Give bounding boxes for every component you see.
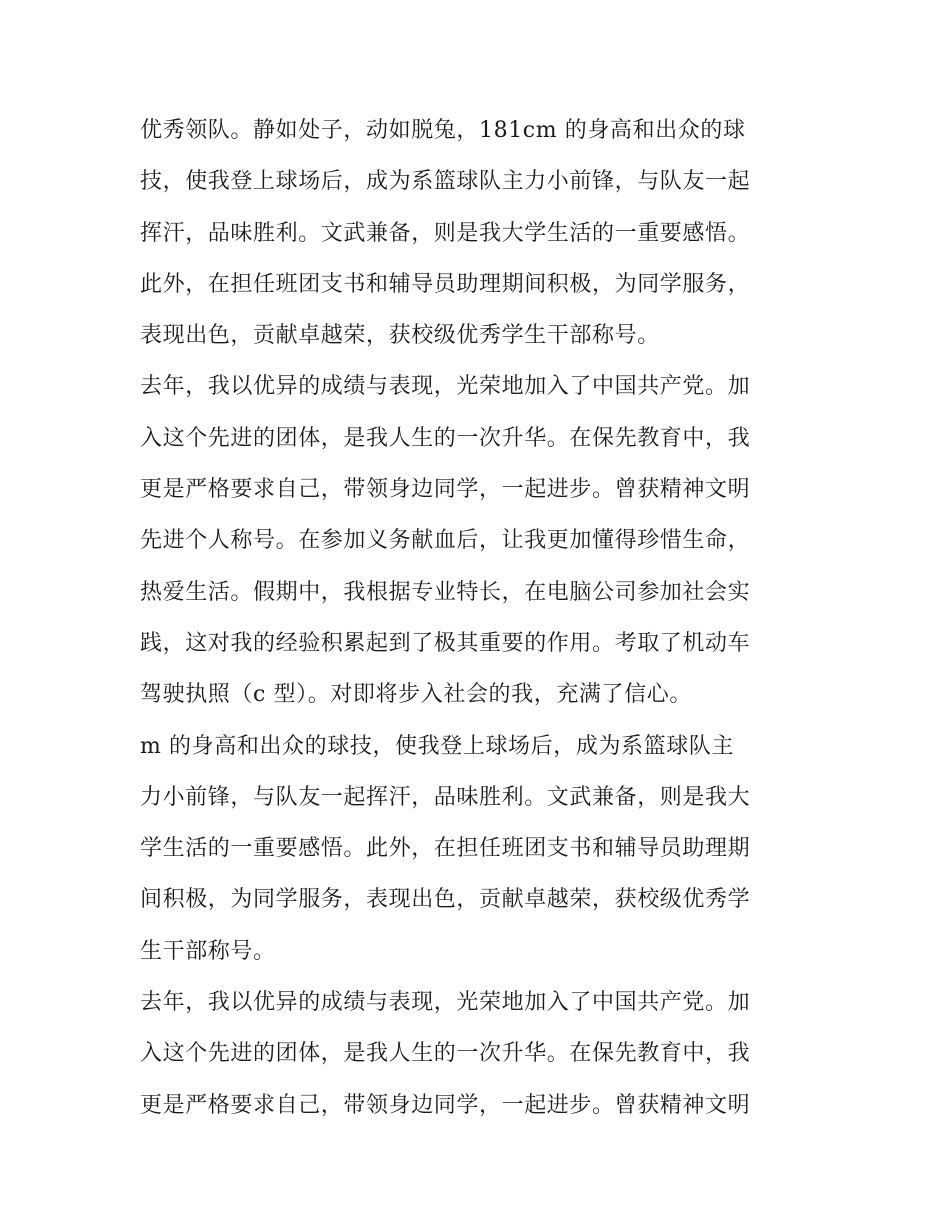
text-line: 先进个人称号。在参加义务献血后，让我更加懂得珍惜生命， bbox=[140, 528, 751, 554]
text-line: 热爱生活。假期中，我根据专业特长，在电脑公司参加社会实 bbox=[140, 579, 751, 605]
text-line: 践，这对我的经验积累起到了极其重要的作用。考取了机动车 bbox=[140, 630, 751, 656]
document-body bbox=[140, 105, 820, 1131]
text-line: 技，使我登上球场后，成为系篮球队主力小前锋，与队友一起 bbox=[140, 169, 751, 195]
text-line: 间积极，为同学服务，表现出色，贡献卓越荣，获校级优秀学 bbox=[140, 887, 751, 913]
text-line: 去年，我以优异的成绩与表现，光荣地加入了中国共产党。加 bbox=[140, 990, 751, 1016]
text-line: 力小前锋，与队友一起挥汗，品味胜利。文武兼备，则是我大 bbox=[140, 784, 751, 810]
text-line: 入这个先进的团体，是我人生的一次升华。在保先教育中，我 bbox=[140, 425, 751, 451]
text-line: 更是严格要求自己，带领身边同学，一起进步。曾获精神文明 bbox=[140, 477, 751, 503]
text-line: 去年，我以优异的成绩与表现，光荣地加入了中国共产党。加 bbox=[140, 374, 751, 400]
text-line: 更是严格要求自己，带领身边同学，一起进步。曾获精神文明 bbox=[140, 1092, 751, 1118]
text-line: 学生活的一重要感悟。此外，在担任班团支书和辅导员助理期 bbox=[140, 836, 751, 862]
text-line: 生干部称号。 bbox=[140, 938, 276, 964]
text-line: 优秀领队。静如处子，动如脱兔，181cm 的身高和出众的球 bbox=[140, 118, 746, 143]
text-line: 入这个先进的团体，是我人生的一次升华。在保先教育中，我 bbox=[140, 1041, 751, 1067]
text-line: m 的身高和出众的球技，使我登上球场后，成为系篮球队主 bbox=[140, 733, 735, 759]
text-line: 表现出色，贡献卓越荣，获校级优秀学生干部称号。 bbox=[140, 323, 660, 349]
text-line: 驾驶执照（c 型）。对即将步入社会的我，充满了信心。 bbox=[140, 682, 692, 708]
text-line: 挥汗，品味胜利。文武兼备，则是我大学生活的一重要感悟。 bbox=[140, 220, 751, 246]
text-line: 此外，在担任班团支书和辅导员助理期间积极，为同学服务， bbox=[140, 271, 751, 297]
